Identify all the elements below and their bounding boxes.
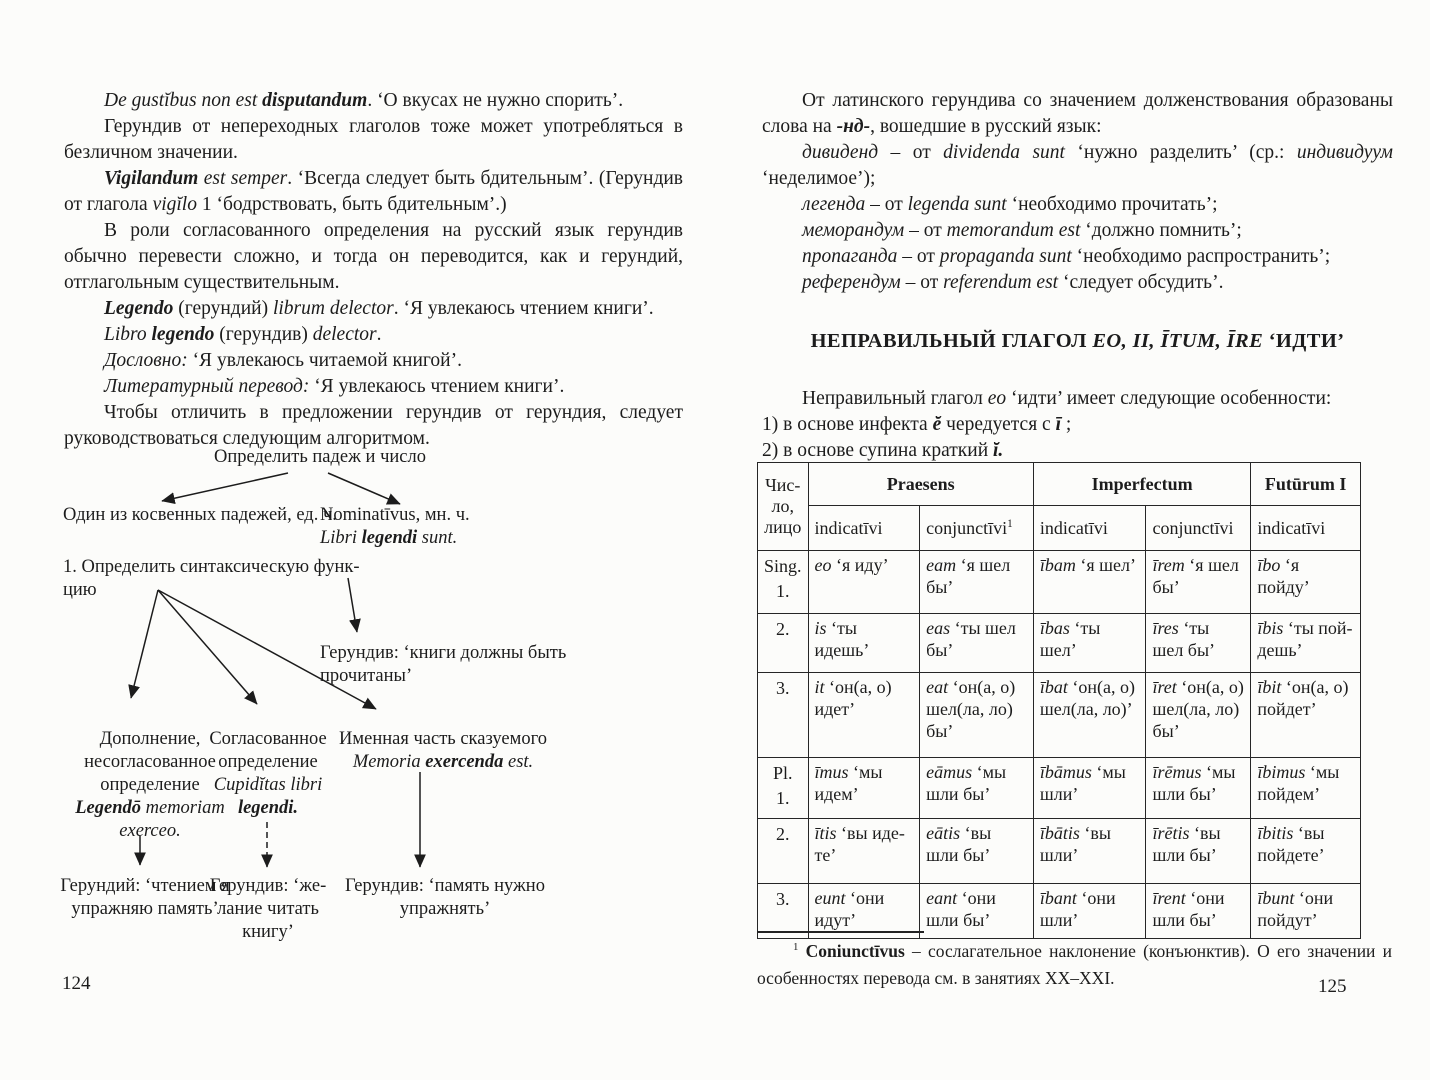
paragraph: референдум – от referendum est ‘следует обсудить’. [802,272,1224,293]
table-subheader: indicatīvi [1251,506,1361,551]
table-group-row [758,463,1361,506]
table-group-header: Imperfectum [1033,463,1250,506]
table-subheader-row [758,506,1361,551]
diagram-leaf-gerundive-memory: Герундив: ‘память нужно упражнять’ [345,876,545,919]
left-page-text [64,88,683,452]
conjugation-cell: ībam ‘я шел’ [1033,551,1146,614]
diagram-node-nominative: Nominatīvus, мн. ч. Libri legendi sunt. [320,505,470,548]
row-label: 3. [758,884,809,939]
diagram-node-oblique-case: Один из косвенных падежей, ед. ч. [63,505,337,525]
paragraph: Неправильный глагол eo ‘идти’ имеет следующие особенности: [802,388,1332,409]
table-row [758,614,1361,673]
table-corner-header: Чис- ло, лицо [758,463,809,551]
conjugation-cell: ībis ‘ты пой-дешь’ [1251,614,1361,673]
table-subheader: conjunctīvi [1146,506,1251,551]
table-subheader: indicatīvi [808,506,920,551]
row-label: 2. [758,614,809,673]
conjugation-cell: is ‘ты идешь’ [808,614,920,673]
conjugation-cell: īmus ‘мы идем’ [808,758,920,819]
paragraph: Vigilandum est semper. ‘Всегда следует быть бдительным’. (Герундив от глагола vigĭlo 1 ‘бодрствовать, быть бдительным’.) [64,168,684,215]
table-group-header: Praesens [808,463,1033,506]
conjugation-cell: eat ‘он(а, о) шел(ла, ло) бы’ [920,673,1034,758]
conjugation-cell: īrem ‘я шел бы’ [1146,551,1251,614]
section-heading: НЕПРАВИЛЬНЫЙ ГЛАГОЛ EO, II, ĪTUM, ĪRE ‘ИДТИ’ [810,330,1345,352]
paragraph: Литературный перевод: ‘Я увлекаюсь чтением книги’. [104,376,565,397]
paragraph: De gustĭbus non est disputandum. ‘О вкусах не нужно спорить’. [104,90,624,111]
table-row [758,673,1361,758]
row-label: 3. [758,673,809,758]
conjugation-cell: eas ‘ты шел бы’ [920,614,1034,673]
paragraph: Герундив от непереходных глаголов тоже может употребляться в безличном значении. [64,116,683,163]
conjugation-cell: eo ‘я иду’ [808,551,920,614]
footnote-text: $^1$ Coniunctīvus – сослагательное наклонение (конъюнктив). О его значении и особенностях перевода см. в занятиях XX–XXI. [757,941,1392,988]
conjugation-cell: īres ‘ты шел бы’ [1146,614,1251,673]
conjugation-cell: ībo ‘я пойду’ [1251,551,1361,614]
conjugation-cell: ībātis ‘вы шли’ [1033,819,1146,884]
conjugation-cell: īret ‘он(а, о) шел(ла, ло) бы’ [1146,673,1251,758]
table-row [758,819,1361,884]
conjugation-cell: eātis ‘вы шли бы’ [920,819,1034,884]
row-label: Pl. 1. [758,758,809,819]
diagram-node-root: Определить падеж и число [214,447,426,467]
diagram-node-syntactic-function: 1. Определить синтаксическую функ- цию [63,557,360,600]
paragraph: Чтобы отличить в предложении герундив от герундия, следует руководствоваться следующим алгоритмом. [64,402,683,449]
row-label: 2. [758,819,809,884]
page-number-right: 125 [1318,976,1347,997]
gerund-gerundive-algorithm-diagram [30,438,690,986]
conjugation-cell: ībant ‘они шли’ [1033,884,1146,939]
table-group-header: Futūrum I [1251,463,1361,506]
table-body [758,551,1361,939]
paragraph: 1) в основе инфекта ĕ чередуется с ī ; [762,414,1072,435]
table-row [758,551,1361,614]
diagram-node-object-unagreed: Дополнение, несогласованное определение Legendō memoriam exerceo. [75,729,225,841]
conjugation-cell: eant ‘они шли бы’ [920,884,1034,939]
paragraph: пропаганда – от propaganda sunt ‘необходимо распространить’; [802,246,1331,267]
page-number-left: 124 [62,973,91,994]
diagram-node-agreed-attribute: Согласованное определение Cupidĭtas libri legendi. [209,729,327,818]
paragraph: Libro legendo (герундив) delector. [104,324,382,345]
conjugation-cell: ībimus ‘мы пойдем’ [1251,758,1361,819]
conjugation-cell: eunt ‘они идут’ [808,884,920,939]
conjugation-cell: ībāmus ‘мы шли’ [1033,758,1146,819]
row-label: Sing. 1. [758,551,809,614]
conjugation-cell: ības ‘ты шел’ [1033,614,1146,673]
paragraph: От латинского герундива со значением долженствования образованы слова на -нд-, вошедшие в русский язык: [762,90,1393,137]
diagram-leaf-gerund: Герундий: ‘чтением я упражняю память’ [60,876,230,919]
conjugation-cell: eam ‘я шел бы’ [920,551,1034,614]
paragraph: Legendo (герундий) librum delector. ‘Я увлекаюсь чтением книги’. [104,298,654,319]
conjugation-cell: ībit ‘он(а, о) пойдет’ [1251,673,1361,758]
conjugation-cell: īrētis ‘вы шли бы’ [1146,819,1251,884]
conjugation-cell: ītis ‘вы иде-те’ [808,819,920,884]
conjugation-cell: eāmus ‘мы шли бы’ [920,758,1034,819]
conjugation-cell: ībunt ‘они пойдут’ [1251,884,1361,939]
footnote-rule [757,931,924,933]
diagram-node-gerundive-books: Герундив: ‘книги должны быть прочитаны’ [320,643,567,686]
diagram-leaf-gerundive-wish: Герундив: ‘же- лание читать книгу’ [209,876,327,942]
table-row [758,758,1361,819]
verb-features-text [762,386,1393,464]
paragraph: легенда – от legenda sunt ‘необходимо прочитать’; [802,194,1218,215]
conjugation-cell: ībat ‘он(а, о) шел(ла, ло)’ [1033,673,1146,758]
paragraph: 2) в основе супина краткий ĭ. [762,440,1004,461]
paragraph: Дословно: ‘Я увлекаюсь читаемой книгой’. [104,350,462,371]
table-subheader: indicatīvi [1033,506,1146,551]
paragraph: В роли согласованного определения на русский язык герундив обычно перевести сложно, и тогда он переводится, как и герундий, отглагольным существительным. [64,220,683,293]
diagram-node-predicate-part: Именная часть сказуемого Memoria exercenda est. [339,729,547,772]
verb-conjugation-table [757,462,1361,939]
conjugation-cell: ībitis ‘вы пойдете’ [1251,819,1361,884]
table-subheader: conjunctīvi$^1$ [920,506,1034,551]
paragraph: дивиденд – от dividenda sunt ‘нужно разделить’ (ср.: индивидуум ‘неделимое’); [762,142,1394,189]
paragraph: меморандум – от memorandum est ‘должно помнить’; [802,220,1242,241]
right-page-intro-text [762,88,1393,296]
conjugation-cell: īrent ‘они шли бы’ [1146,884,1251,939]
conjugation-cell: īrēmus ‘мы шли бы’ [1146,758,1251,819]
conjugation-cell: it ‘он(а, о) идет’ [808,673,920,758]
